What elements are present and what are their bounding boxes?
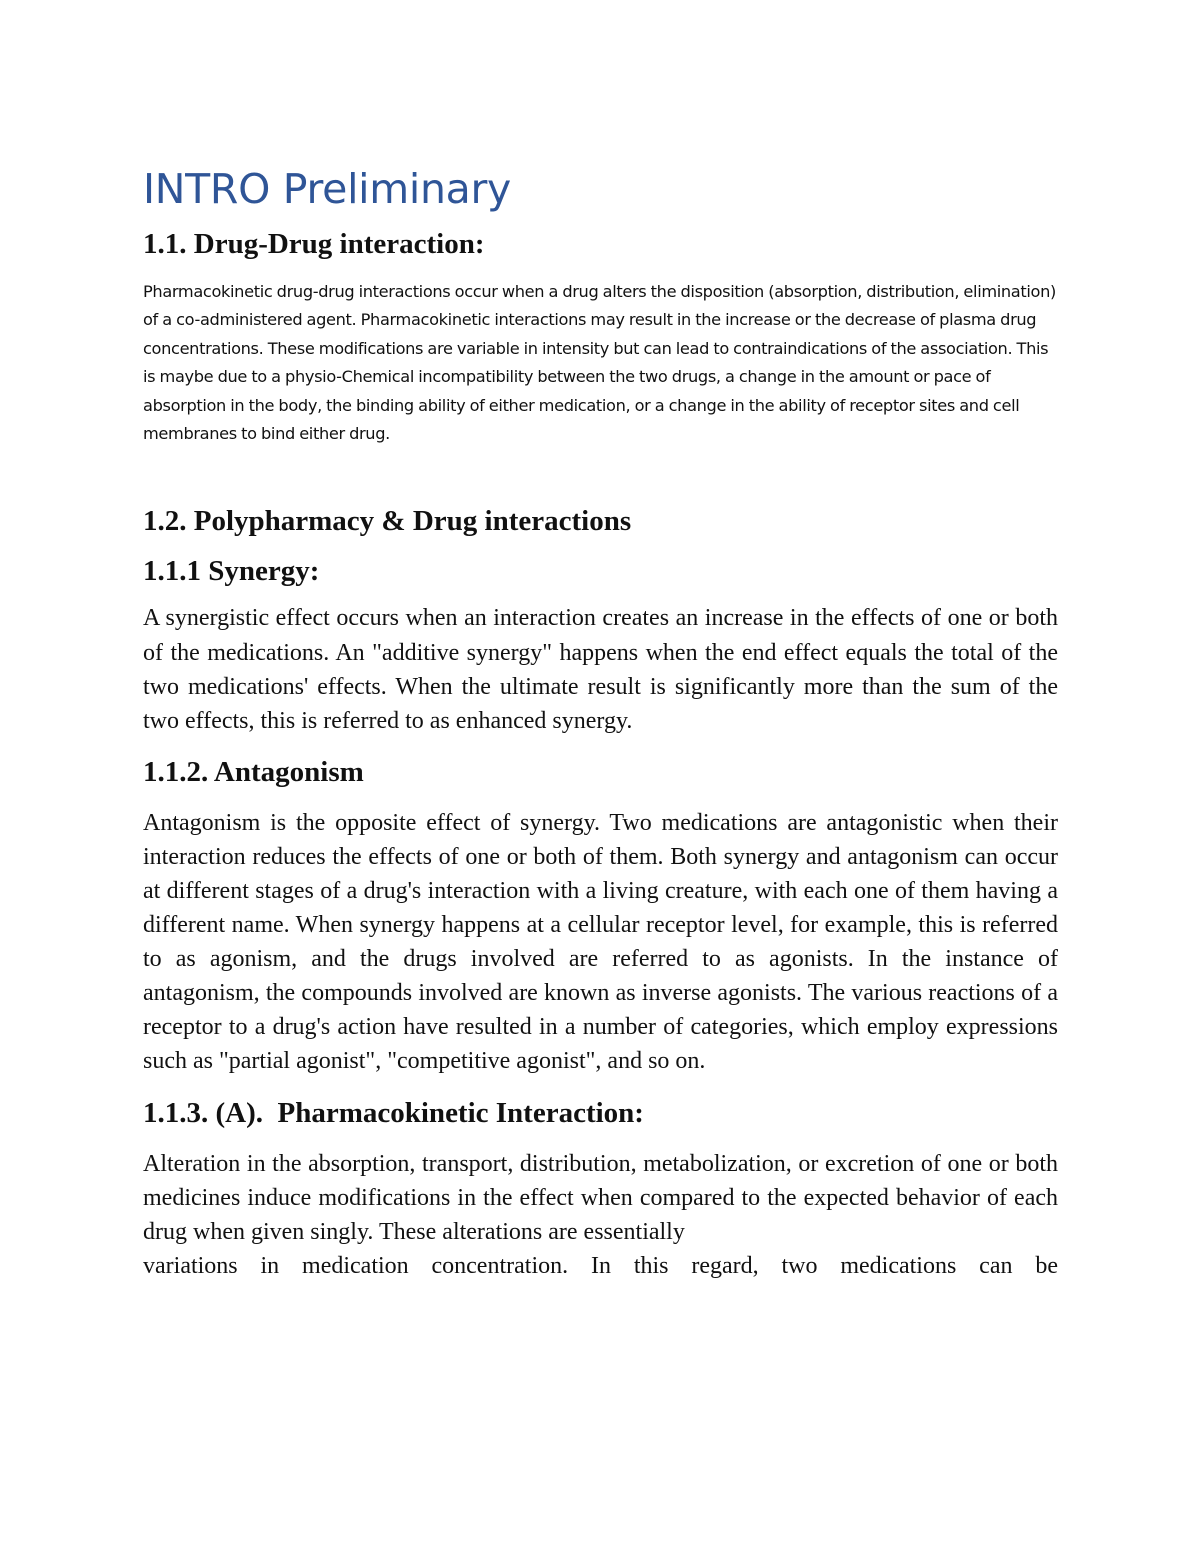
paragraph-drug-drug-interaction: Pharmacokinetic drug-drug interactions occur when a drug alters the disposition (absorption, distribution, elimination) of a co-administered agent. Pharmacokinetic interactions may result in the increase or the decrease of plasma drug concentrations. These modifications are variable in intensity but can lead to contraindications of the association. This is maybe due to a physio-Chemical incompatibility between the two drugs, a change in the amount or pace of absorption in the body, the binding ability of either medication, or a change in the ability of receptor sites and cell membranes to bind either drug.: [143, 282, 1056, 444]
heading-drug-drug-interaction: 1.1. Drug-Drug interaction:: [143, 228, 485, 260]
heading-antagonism: 1.1.2. Antagonism: [143, 755, 364, 788]
heading-pharmacokinetic-interaction: 1.1.3. (A). Pharmacokinetic Interaction:: [143, 1096, 644, 1129]
paragraph-pharmacokinetic-text: Alteration in the absorption, transport, distribution, metabolization, or excretion of one or both medicines induce modifications in the effect when compared to the expected behavior of each drug when given singly. These alterations are essentially: [143, 1150, 1058, 1245]
heading-synergy: 1.1.1 Synergy:: [143, 555, 320, 588]
heading-polypharmacy: 1.2. Polypharmacy & Drug interactions: [143, 505, 632, 538]
document-page: [143, 160, 1058, 1283]
paragraph-pharmacokinetic-last-line: variations in medication concentration. In this regard, two medications can be: [143, 1252, 1058, 1279]
paragraph-pharmacokinetic-interaction: [143, 1147, 1058, 1283]
paragraph-antagonism: Antagonism is the opposite effect of synergy. Two medications are antagonistic when their interaction reduces the effects of one or both of them. Both synergy and antagonism can occur at different stages of a drug's interaction with a living creature, with each one of them having a different name. When synergy happens at a cellular receptor level, for example, this is referred to as agonism, and the drugs involved are referred to as agonists. In the instance of antagonism, the compounds involved are known as inverse agonists. The various reactions of a receptor to a drug's action have resulted in a number of categories, which employ expressions such as "partial agonist", "competitive agonist", and so on.: [143, 809, 1058, 1075]
document-title: INTRO Preliminary: [143, 165, 512, 213]
paragraph-synergy: A synergistic effect occurs when an interaction creates an increase in the effects of one or both of the medications. An "additive synergy" happens when the end effect equals the total of the two medications' effects. When the ultimate result is significantly more than the sum of the two effects, this is referred to as enhanced synergy.: [143, 605, 1058, 734]
